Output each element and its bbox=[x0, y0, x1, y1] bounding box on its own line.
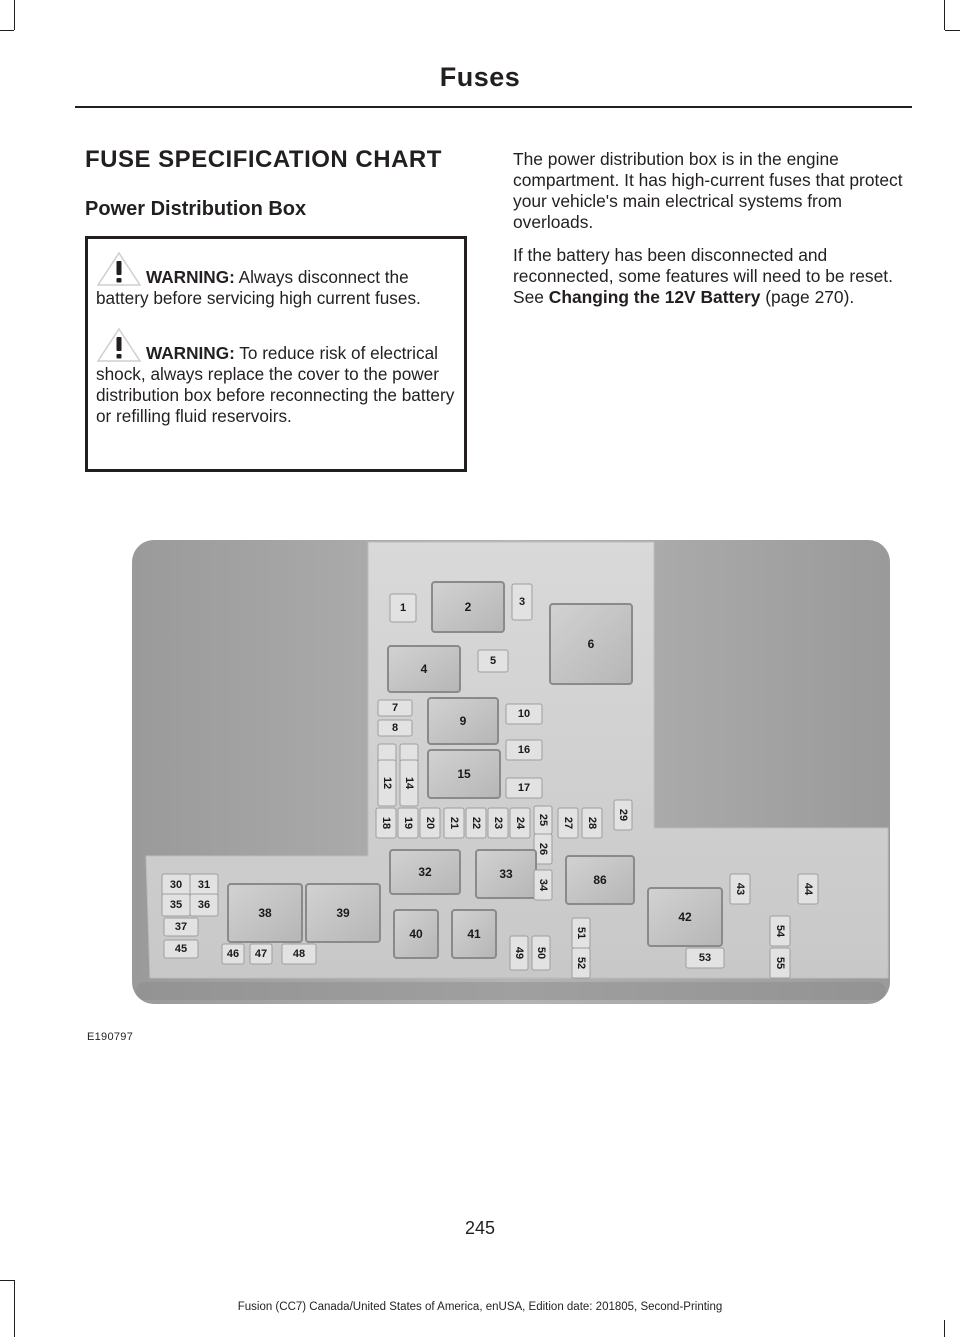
fuse-label: 8 bbox=[391, 722, 399, 734]
fuse-1 bbox=[390, 594, 416, 622]
fuse-label: 10 bbox=[517, 708, 531, 720]
fuse-label: 49 bbox=[513, 946, 525, 960]
fuse-24 bbox=[510, 808, 530, 838]
fuse-label: 30 bbox=[169, 879, 183, 891]
fuse-12 bbox=[378, 760, 396, 806]
fuse-28 bbox=[582, 808, 602, 838]
fuse-label: 38 bbox=[258, 906, 272, 920]
crop-mark bbox=[944, 1320, 945, 1337]
fuse-35 bbox=[162, 894, 190, 916]
fuse-3 bbox=[512, 584, 532, 620]
fuse-label: 18 bbox=[380, 816, 392, 830]
fuse-29 bbox=[614, 800, 632, 830]
fuse-label: 32 bbox=[418, 865, 432, 879]
fuse-86 bbox=[566, 856, 634, 904]
fuse-label: 5 bbox=[489, 655, 497, 667]
fuse-label: 52 bbox=[575, 956, 587, 970]
fuse-8 bbox=[378, 720, 412, 736]
header-rule bbox=[75, 106, 912, 108]
fuse-label: 23 bbox=[492, 816, 504, 830]
fuse-label: 48 bbox=[292, 948, 306, 960]
fuse-label: 53 bbox=[698, 952, 712, 964]
warning-box bbox=[85, 236, 467, 472]
fuse-38 bbox=[228, 884, 302, 942]
fuse-label: 45 bbox=[174, 943, 188, 955]
fuse-label: 2 bbox=[464, 600, 472, 614]
fuse-45 bbox=[164, 940, 198, 958]
fuse-7 bbox=[378, 700, 412, 716]
fuse-label: 50 bbox=[535, 946, 547, 960]
fuse-30 bbox=[162, 874, 190, 896]
fuse-label: 4 bbox=[420, 662, 428, 676]
crop-mark bbox=[0, 1280, 14, 1281]
crop-mark bbox=[944, 0, 945, 30]
fuse-6 bbox=[550, 604, 632, 684]
crop-mark bbox=[14, 0, 15, 30]
section-title: FUSE SPECIFICATION CHART bbox=[85, 146, 442, 173]
fuse-label: 51 bbox=[575, 926, 587, 940]
fuse-label: 28 bbox=[586, 816, 598, 830]
warning-label: WARNING: bbox=[146, 267, 235, 287]
warning-triangle-icon bbox=[96, 251, 142, 287]
fuse-44 bbox=[798, 874, 818, 904]
crop-mark bbox=[0, 30, 14, 31]
page-header-title: Fuses bbox=[439, 62, 521, 92]
fuse-label: 7 bbox=[391, 702, 399, 714]
fuse-49 bbox=[510, 936, 528, 970]
fuse-51 bbox=[572, 918, 590, 948]
cross-reference-link[interactable]: Changing the 12V Battery bbox=[548, 287, 761, 307]
fuse-label: 47 bbox=[254, 948, 268, 960]
fuse-label: 29 bbox=[617, 808, 629, 822]
body-paragraph: The power distribution box is in the engine compartment. It has high-current fuses that protect your vehicle's main electrical systems from overloads. bbox=[513, 149, 903, 232]
fuse-39 bbox=[306, 884, 380, 942]
fuse-label: 44 bbox=[802, 882, 814, 896]
fuse-4 bbox=[388, 646, 460, 692]
fuse-9 bbox=[428, 698, 498, 744]
fuse-label: 36 bbox=[197, 899, 211, 911]
fuse-label: 31 bbox=[197, 879, 211, 891]
figure-code: E190797 bbox=[87, 1031, 134, 1043]
fuse-47 bbox=[250, 944, 272, 964]
fuse-21 bbox=[444, 808, 464, 838]
fuse-label: 39 bbox=[336, 906, 350, 920]
fuse-label: 37 bbox=[174, 921, 188, 933]
fuse-label: 34 bbox=[537, 878, 549, 892]
fuse-label: 24 bbox=[514, 816, 526, 830]
fuse-20 bbox=[420, 808, 440, 838]
fuse-label: 40 bbox=[409, 927, 423, 941]
fuse-label: 3 bbox=[518, 596, 526, 608]
body-paragraph bbox=[513, 245, 913, 308]
warning-triangle-icon bbox=[96, 327, 142, 363]
fuse-23 bbox=[488, 808, 508, 838]
fuse-41 bbox=[452, 910, 496, 958]
fuse-54 bbox=[770, 916, 790, 946]
fuse-40 bbox=[394, 910, 438, 958]
fuse-label: 21 bbox=[448, 816, 460, 830]
fuse-label: 20 bbox=[424, 816, 436, 830]
fuse-label: 22 bbox=[470, 816, 482, 830]
fuse-2 bbox=[432, 582, 504, 632]
fuse-53 bbox=[686, 948, 724, 968]
fuse-label: 33 bbox=[499, 867, 513, 881]
body-text: If the battery has been disconnected and reconnected, some features will need to be reset. See bbox=[513, 245, 893, 307]
fuse-19 bbox=[398, 808, 418, 838]
fuse-46 bbox=[222, 944, 244, 964]
fuse-32 bbox=[390, 850, 460, 894]
fuse-label: 43 bbox=[734, 882, 746, 896]
fuse-42 bbox=[648, 888, 722, 946]
fuse-label: 46 bbox=[226, 948, 240, 960]
fuse-label: 35 bbox=[169, 899, 183, 911]
fuse-label: 54 bbox=[774, 924, 786, 938]
housing-rim bbox=[136, 982, 886, 1000]
fuse-label: 1 bbox=[399, 602, 407, 614]
fuse-label: 25 bbox=[537, 813, 549, 827]
warning-label: WARNING: bbox=[146, 343, 235, 363]
fuse-48 bbox=[282, 944, 316, 964]
left-column bbox=[85, 146, 475, 221]
fuse-label: 42 bbox=[678, 910, 692, 924]
fuse-label: 17 bbox=[517, 782, 531, 794]
fuse-5 bbox=[478, 650, 508, 672]
fuse-22 bbox=[466, 808, 486, 838]
fuse-label: 16 bbox=[517, 744, 531, 756]
warning-paragraph bbox=[96, 251, 456, 309]
fuse-label: 86 bbox=[593, 873, 607, 887]
fuse-27 bbox=[558, 808, 578, 838]
fuse-17 bbox=[506, 778, 542, 798]
fuse-label: 19 bbox=[402, 816, 414, 830]
fuse-36 bbox=[190, 894, 218, 916]
fuse-10 bbox=[506, 704, 542, 724]
fuse-43 bbox=[730, 874, 750, 904]
fuse-label: 14 bbox=[403, 776, 415, 790]
fuse-label: 26 bbox=[537, 842, 549, 856]
body-text: (page 270). bbox=[760, 287, 855, 307]
page-footer: Fusion (CC7) Canada/United States of America, enUSA, Edition date: 201805, Second-Printing bbox=[237, 1301, 723, 1313]
fuse-25 bbox=[534, 806, 552, 834]
right-column bbox=[513, 149, 913, 320]
fuse-label: 55 bbox=[774, 956, 786, 970]
fuse-31 bbox=[190, 874, 218, 896]
fuse-label: 15 bbox=[457, 767, 471, 781]
warning-paragraph bbox=[96, 327, 456, 427]
fuse-label: 12 bbox=[381, 776, 393, 790]
fuse-50 bbox=[532, 936, 550, 970]
fuse-box-diagram bbox=[132, 538, 890, 1006]
fuse-33 bbox=[476, 850, 536, 898]
fuse-18 bbox=[376, 808, 396, 838]
fuse-14 bbox=[400, 760, 418, 806]
fuse-label: 6 bbox=[587, 637, 595, 651]
fuse-52 bbox=[572, 948, 590, 978]
fuse-34 bbox=[534, 870, 552, 900]
fuse-15 bbox=[428, 750, 500, 798]
fuse-37 bbox=[164, 918, 198, 936]
page-number: 245 bbox=[464, 1218, 496, 1238]
fuse-label: 41 bbox=[467, 927, 481, 941]
warning-text: Always disconnect the battery before servicing high current fuses. bbox=[96, 267, 421, 308]
fuse-label: 27 bbox=[562, 816, 574, 830]
crop-mark bbox=[945, 30, 960, 31]
section-subtitle: Power Distribution Box bbox=[85, 198, 307, 220]
warning-text: To reduce risk of electrical shock, always replace the cover to the power distribution box before reconnecting the battery or refilling fluid reservoirs. bbox=[96, 343, 455, 426]
fuse-55 bbox=[770, 948, 790, 978]
fuse-16 bbox=[506, 740, 542, 760]
fuse-label: 9 bbox=[459, 714, 467, 728]
